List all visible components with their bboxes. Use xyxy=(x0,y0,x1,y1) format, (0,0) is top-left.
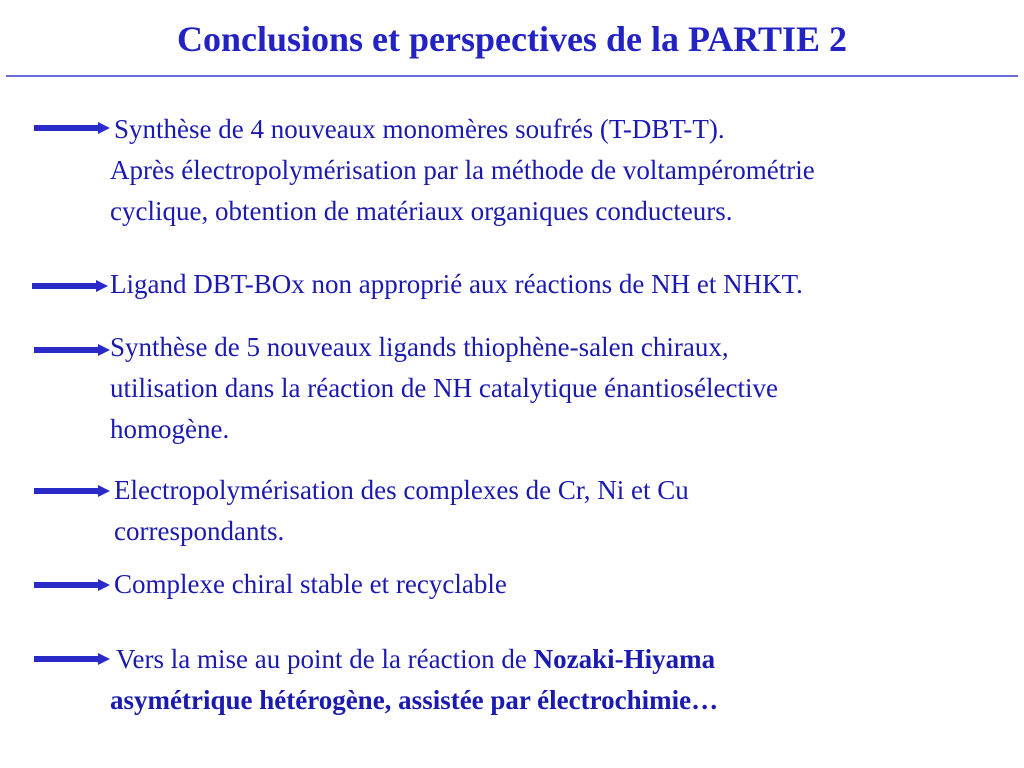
bullet-lead-text: Vers la mise au point de la réaction de xyxy=(116,644,534,674)
bullet-line: Synthèse de 4 nouveaux monomères soufrés (T-DBT-T). xyxy=(114,114,725,144)
bullet-salen-ligands xyxy=(110,327,778,450)
slide-title: Conclusions et perspectives de la PARTIE 2 xyxy=(176,19,848,59)
bullet-line: Synthèse de 5 nouveaux ligands thiophène-salen chiraux, xyxy=(110,332,729,362)
title-divider xyxy=(6,75,1018,77)
bullet-emphasis-text: Nozaki-Hiyama xyxy=(533,644,716,674)
bullet-monomers xyxy=(114,109,725,150)
arrow-right-icon xyxy=(34,579,110,591)
bullet-line: cyclique, obtention de matériaux organiques conducteurs. xyxy=(110,196,733,226)
bullet-nozaki-hiyama xyxy=(116,639,715,680)
arrow-right-icon xyxy=(34,485,110,497)
bullet-monomers-continued xyxy=(110,150,815,232)
bullet-line: homogène. xyxy=(110,414,230,444)
bullet-line: Electropolymérisation des complexes de Cr, Ni et Cu xyxy=(114,475,689,505)
bullet-dbt-box xyxy=(110,264,803,305)
bullet-line: Ligand DBT-BOx non approprié aux réactions de NH et NHKT. xyxy=(110,269,803,299)
arrow-right-icon xyxy=(34,122,110,134)
arrow-right-icon xyxy=(34,653,110,665)
bullet-line: correspondants. xyxy=(114,516,285,546)
arrow-right-icon xyxy=(32,280,108,292)
bullet-emphasis-line: asymétrique hétérogène, assistée par électrochimie… xyxy=(110,685,719,715)
bullet-electropolymerisation xyxy=(114,470,689,552)
bullet-line: Complexe chiral stable et recyclable xyxy=(114,569,507,599)
bullet-nozaki-hiyama-continued xyxy=(110,680,718,721)
bullet-line xyxy=(116,639,715,680)
arrow-right-icon xyxy=(34,344,110,356)
bullet-chiral-complex xyxy=(114,564,507,605)
bullet-line: utilisation dans la réaction de NH catalytique énantiosélective xyxy=(110,373,779,403)
bullet-line: Après électropolymérisation par la méthode de voltampérométrie xyxy=(110,155,815,185)
